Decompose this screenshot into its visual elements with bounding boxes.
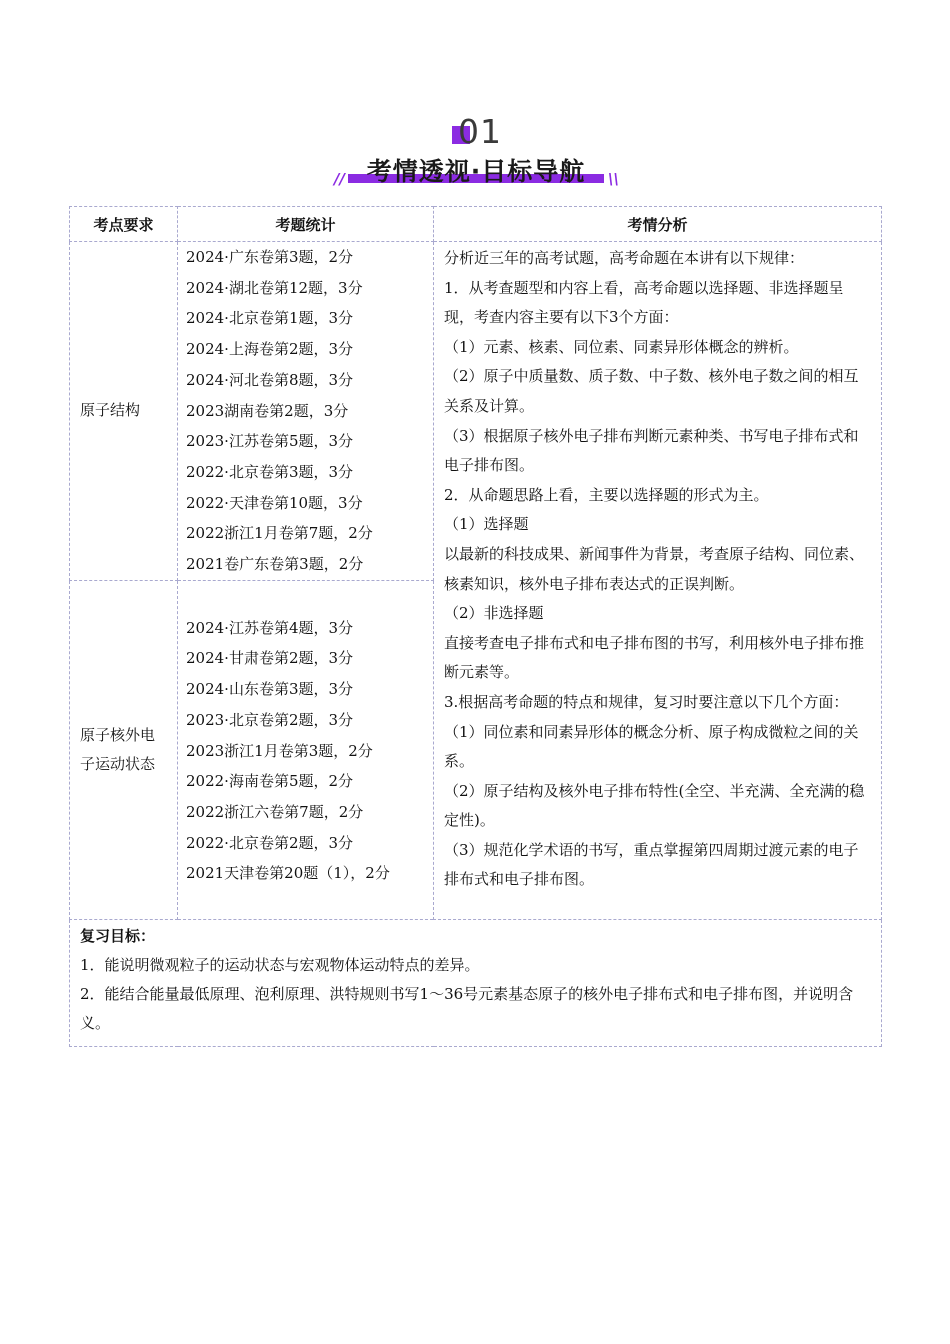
goals-title: 复习目标：: [80, 927, 156, 946]
analysis-line: 以最新的科技成果、新闻事件为背景，考查原子结构、同位素、核素知识，核外电子排布表达式的正误判断。: [444, 544, 865, 593]
analysis-line: 直接考查电子排布式和电子排布图的书写，利用核外电子排布推断元素等。: [444, 633, 865, 682]
list-item: 2024·河北卷第8题，3分: [186, 370, 354, 389]
section-title: 考情透视·目标导航: [366, 157, 586, 186]
list-item: 2023·北京卷第2题，3分: [186, 710, 354, 729]
analysis-line: 3.根据高考命题的特点和规律，复习时要注意以下几个方面：: [444, 692, 849, 711]
list-item: 2022浙江六卷第7题，2分: [186, 802, 364, 821]
section-number: 01: [458, 112, 502, 151]
list-item: 2024·广东卷第3题，2分: [186, 248, 354, 266]
exam-list-atomic-structure: [178, 242, 434, 581]
list-item: 2024·江苏卷第4题，3分: [186, 618, 354, 637]
list-item: 2024·北京卷第1题，3分: [186, 309, 354, 328]
analysis-line: （1）元素、核素、同位素、同素异形体概念的辨析。: [444, 337, 799, 356]
analysis-line: （2）原子结构及核外电子排布特性(全空、半充满、全充满的稳定性)。: [444, 781, 865, 830]
list-item: 2024·甘肃卷第2题，3分: [186, 649, 354, 668]
exam-analysis-table: [69, 206, 882, 1047]
analysis-cell: [434, 242, 882, 920]
list-item: 2024·湖北卷第12题，3分: [186, 278, 363, 297]
table-row: [70, 242, 882, 581]
header-analysis: 考情分析: [434, 207, 882, 242]
list-item: 2023湖南卷第2题，3分: [186, 401, 349, 420]
list-item: 2024·上海卷第2题，3分: [186, 340, 354, 359]
table-header-row: [70, 207, 882, 242]
right-slash-decoration: \\: [608, 170, 619, 188]
list-item: 2022·北京卷第2题，3分: [186, 833, 354, 852]
goals-row: [70, 920, 882, 1047]
list-item: 2022·海南卷第5题，2分: [186, 772, 354, 791]
goal-item: 1．能说明微观粒子的运动状态与宏观物体运动特点的差异。: [80, 956, 480, 975]
topic-electron-motion: 原子核外电子运动状态: [70, 580, 178, 919]
goal-item: 2．能结合能量最低原理、泡利原理、洪特规则书写1～36号元素基态原子的核外电子排布式和电子排布图，并说明含义。: [80, 985, 854, 1033]
list-item: 2023浙江1月卷第3题，2分: [186, 741, 373, 760]
analysis-line: 1．从考查题型和内容上看，高考命题以选择题、非选择题呈现，考查内容主要有以下3个方面：: [444, 278, 844, 327]
analysis-line: （2）非选择题: [444, 604, 544, 623]
list-item: 2022·天津卷第10题，3分: [186, 493, 363, 512]
analysis-line: （1）同位素和同素异形体的概念分析、原子构成微粒之间的关系。: [444, 722, 859, 771]
exam-list-electron-motion: [178, 580, 434, 919]
review-goals-cell: [70, 920, 882, 1047]
analysis-line: （3）规范化学术语的书写，重点掌握第四周期过渡元素的电子排布式和电子排布图。: [444, 840, 859, 889]
analysis-line: （1）选择题: [444, 515, 529, 534]
section-header: [0, 112, 950, 192]
list-item: 2022·北京卷第3题，3分: [186, 462, 354, 481]
header-requirement: 考点要求: [70, 207, 178, 242]
header-statistics: 考题统计: [178, 207, 434, 242]
analysis-line: 2．从命题思路上看，主要以选择题的形式为主。: [444, 485, 769, 504]
topic-atomic-structure: 原子结构: [70, 242, 178, 581]
analysis-line: （3）根据原子核外电子排布判断元素种类、书写电子排布式和电子排布图。: [444, 426, 859, 475]
list-item: 2023·江苏卷第5题，3分: [186, 432, 354, 451]
list-item: 2024·山东卷第3题，3分: [186, 680, 354, 699]
list-item: 2022浙江1月卷第7题，2分: [186, 524, 373, 543]
analysis-line: 分析近三年的高考试题，高考命题在本讲有以下规律：: [444, 249, 805, 267]
list-item: 2021天津卷第20题（1），2分: [186, 864, 390, 883]
analysis-line: （2）原子中质量数、质子数、中子数、核外电子数之间的相互关系及计算。: [444, 367, 859, 415]
left-slash-decoration: //: [334, 170, 345, 188]
list-item: 2021卷广东卷第3题，2分: [186, 555, 364, 574]
